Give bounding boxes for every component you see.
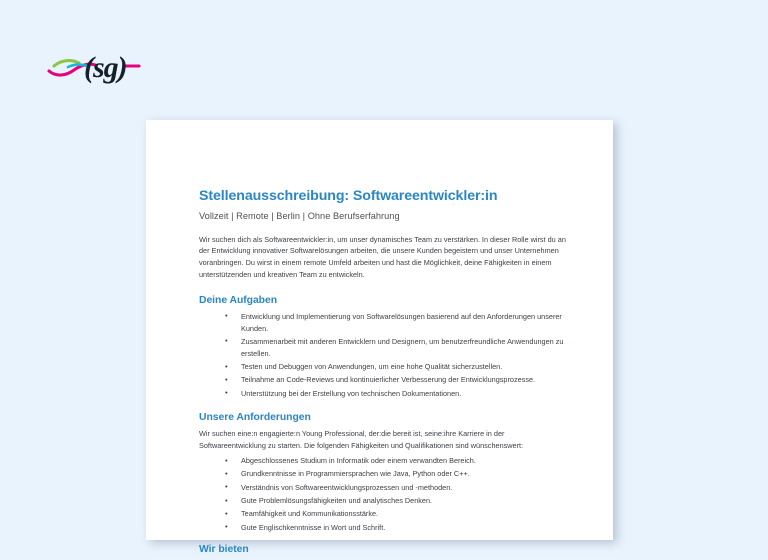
- intro-paragraph: Wir suchen dich als Softwareentwickler:in, um unser dynamisches Team zu verstärken. In dieser Rolle wirst du an der Entwicklung innovativer Softwarelösungen arbeiten, die unsere Kunden begeistern und unser Unternehmen voranbringen. Du wirst in einem remote Umfeld arbeiten und hast die Möglichkeit, deine Fähigkeiten in einem unterstützenden und kreativen Team zu entwickeln.: [199, 234, 566, 279]
- list-item: • Verständnis von Softwareentwicklungsprozessen und -methoden.: [225, 482, 571, 494]
- list-item: • Teamfähigkeit und Kommunikationsstärke.: [225, 508, 571, 520]
- job-posting-document: [146, 120, 613, 556]
- list-item: • Unterstützung bei der Erstellung von technischen Dokumentationen.: [225, 388, 571, 400]
- list-item: • Entwicklung und Implementierung von Softwarelösungen basierend auf den Anforderungen unserer Kunden.: [225, 311, 571, 335]
- section-heading: Unsere Anforderungen: [199, 412, 311, 424]
- list-item: • Testen und Debuggen von Anwendungen, um eine hohe Qualität sicherzustellen.: [225, 361, 571, 373]
- requirements-list: [199, 455, 571, 533]
- task-list: [199, 311, 571, 400]
- section-heading: Deine Aufgaben: [199, 294, 278, 306]
- list-item: • Teilnahme an Code-Reviews und kontinuierlicher Verbesserung der Entwicklungsprozesse.: [225, 374, 571, 386]
- list-item: • Grundkenntnisse in Programmiersprachen wie Java, Python oder C++.: [225, 468, 571, 480]
- section-heading: Wir bieten: [199, 544, 249, 556]
- job-meta-line: Vollzeit | Remote | Berlin | Ohne Berufserfahrung: [199, 211, 400, 222]
- section-wir-bieten: [199, 543, 571, 556]
- list-item: • Gute Englischkenntnisse in Wort und Schrift.: [225, 522, 571, 534]
- list-item: • Gute Problemlösungsfähigkeiten und analytisches Denken.: [225, 495, 571, 507]
- page-title: Stellenausschreibung: Softwareentwickler:in: [199, 188, 498, 204]
- document-content: [199, 188, 571, 560]
- sg-logo-graphic: [48, 47, 140, 83]
- svg-text:(sg): (sg): [84, 51, 127, 84]
- sg-logo[interactable]: [48, 47, 140, 83]
- list-item: • Zusammenarbeit mit anderen Entwicklern und Designern, um benutzerfreundliche Anwendungen zu erstellen.: [225, 336, 571, 360]
- section-deine-aufgaben: [199, 294, 571, 400]
- section-lead-paragraph: Wir suchen eine:n engagierte:n Young Professional, der:die bereit ist, seine:ihre Karriere in der Softwareentwicklung zu starten. Die folgenden Fähigkeiten und Qualifikationen sind wünschenswert:: [199, 429, 524, 451]
- list-item: • Abgeschlossenes Studium in Informatik oder einem verwandten Bereich.: [225, 455, 571, 467]
- section-unsere-anforderungen: [199, 411, 571, 533]
